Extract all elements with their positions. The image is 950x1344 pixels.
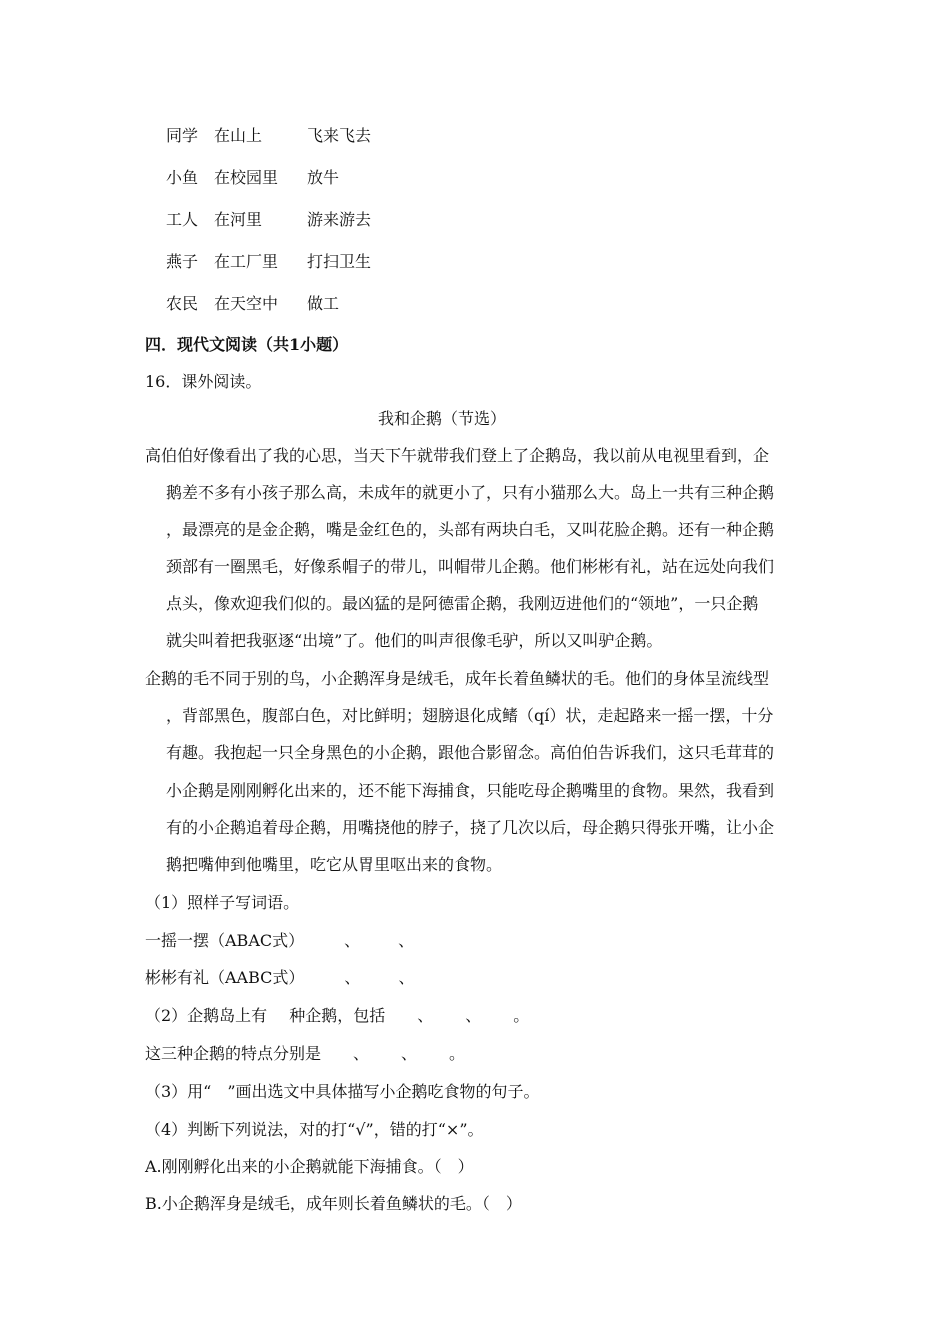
paragraph-line: ，背部黑色，腹部白色，对比鲜明；翅膀退化成鳍（qí）状，走起路来一摇一摆，十分 — [166, 706, 774, 725]
q1-line1-label: 一摇一摆（ABAC式） — [145, 931, 305, 950]
paragraph-line: 鹅把嘴伸到他嘴里，吃它从胃里呕出来的食物。 — [166, 855, 503, 874]
passage-title: 我和企鹅（节选） — [378, 409, 507, 428]
match-action: 放牛 — [307, 168, 340, 187]
q2-end: 。 — [449, 1044, 466, 1063]
q2-text-c: 这三种企鹅的特点分别是 — [145, 1044, 322, 1063]
q2-end: 。 — [513, 1006, 530, 1025]
q1-line1 — [145, 929, 414, 953]
separator: 、 — [465, 1006, 482, 1025]
separator: 、 — [344, 968, 361, 987]
match-subject: 农民 — [166, 294, 199, 313]
separator: 、 — [401, 1044, 418, 1063]
separator: 、 — [417, 1006, 434, 1025]
match-action: 飞来飞去 — [307, 126, 372, 145]
statement-b: B.小企鹅浑身是绒毛，成年则长着鱼鳞状的毛。（ ） — [145, 1194, 522, 1213]
match-place: 在天空中 — [214, 294, 279, 313]
match-subject: 工人 — [166, 210, 199, 229]
paragraph-line: 点头，像欢迎我们似的。最凶猛的是阿德雷企鹅，我刚迈进他们的“领地”，一只企鹅 — [166, 594, 759, 613]
match-subject: 燕子 — [166, 252, 199, 271]
match-action: 游来游去 — [307, 210, 372, 229]
q2-text-a: （2）企鹅岛上有 — [145, 1006, 268, 1025]
q2-text-b: 种企鹅，包括 — [289, 1006, 386, 1025]
q1-line2 — [145, 966, 414, 990]
match-action: 打扫卫生 — [307, 252, 372, 271]
paragraph-line: 高伯伯好像看出了我的心思，当天下午就带我们登上了企鹅岛，我以前从电视里看到，企 — [145, 446, 770, 465]
match-place: 在校园里 — [214, 168, 279, 187]
match-subject: 同学 — [166, 126, 199, 145]
paragraph-line: 有的小企鹅追着母企鹅，用嘴挠他的脖子，挠了几次以后，母企鹅只得张开嘴，让小企 — [166, 818, 775, 837]
paragraph-line: 颈部有一圈黑毛，好像系帽子的带儿，叫帽带儿企鹅。他们彬彬有礼，站在远处向我们 — [166, 557, 775, 576]
paragraph-line: 鹅差不多有小孩子那么高，未成年的就更小了，只有小猫那么大。岛上一共有三种企鹅 — [166, 483, 775, 502]
paragraph-line: 有趣。我抱起一只全身黑色的小企鹅，跟他合影留念。高伯伯告诉我们，这只毛茸茸的 — [166, 743, 775, 762]
q2-line1 — [145, 1004, 529, 1028]
separator: 、 — [353, 1044, 370, 1063]
q4-prompt: （4）判断下列说法，对的打“√”，错的打“×”。 — [145, 1120, 484, 1139]
separator: 、 — [398, 931, 415, 950]
separator: 、 — [344, 931, 361, 950]
match-action: 做工 — [307, 294, 340, 313]
section-title: 四．现代文阅读（共1小题） — [145, 335, 349, 354]
paragraph-line: 就尖叫着把我驱逐“出境”了。他们的叫声很像毛驴，所以又叫驴企鹅。 — [166, 631, 663, 650]
q1-prompt: （1）照样子写词语。 — [145, 893, 300, 912]
paragraph-line: ，最漂亮的是金企鹅，嘴是金红色的，头部有两块白毛，又叫花脸企鹅。还有一种企鹅 — [166, 520, 775, 539]
match-subject: 小鱼 — [166, 168, 199, 187]
q2-line2 — [145, 1042, 465, 1066]
match-place: 在河里 — [214, 210, 263, 229]
paragraph-line: 企鹅的毛不同于别的鸟，小企鹅浑身是绒毛，成年长着鱼鳞状的毛。他们的身体呈流线型 — [145, 669, 770, 688]
paragraph-line: 小企鹅是刚刚孵化出来的，还不能下海捕食，只能吃母企鹅嘴里的食物。果然，我看到 — [166, 781, 775, 800]
statement-a: A.刚刚孵化出来的小企鹅就能下海捕食。（ ） — [145, 1157, 474, 1176]
separator: 、 — [398, 968, 415, 987]
q3-prompt: （3）用“ ”画出选文中具体描写小企鹅吃食物的句子。 — [145, 1082, 540, 1101]
match-place: 在山上 — [214, 126, 263, 145]
q1-line2-label: 彬彬有礼（AABC式） — [145, 968, 305, 987]
match-place: 在工厂里 — [214, 252, 279, 271]
question-intro: 16．课外阅读。 — [145, 372, 262, 391]
